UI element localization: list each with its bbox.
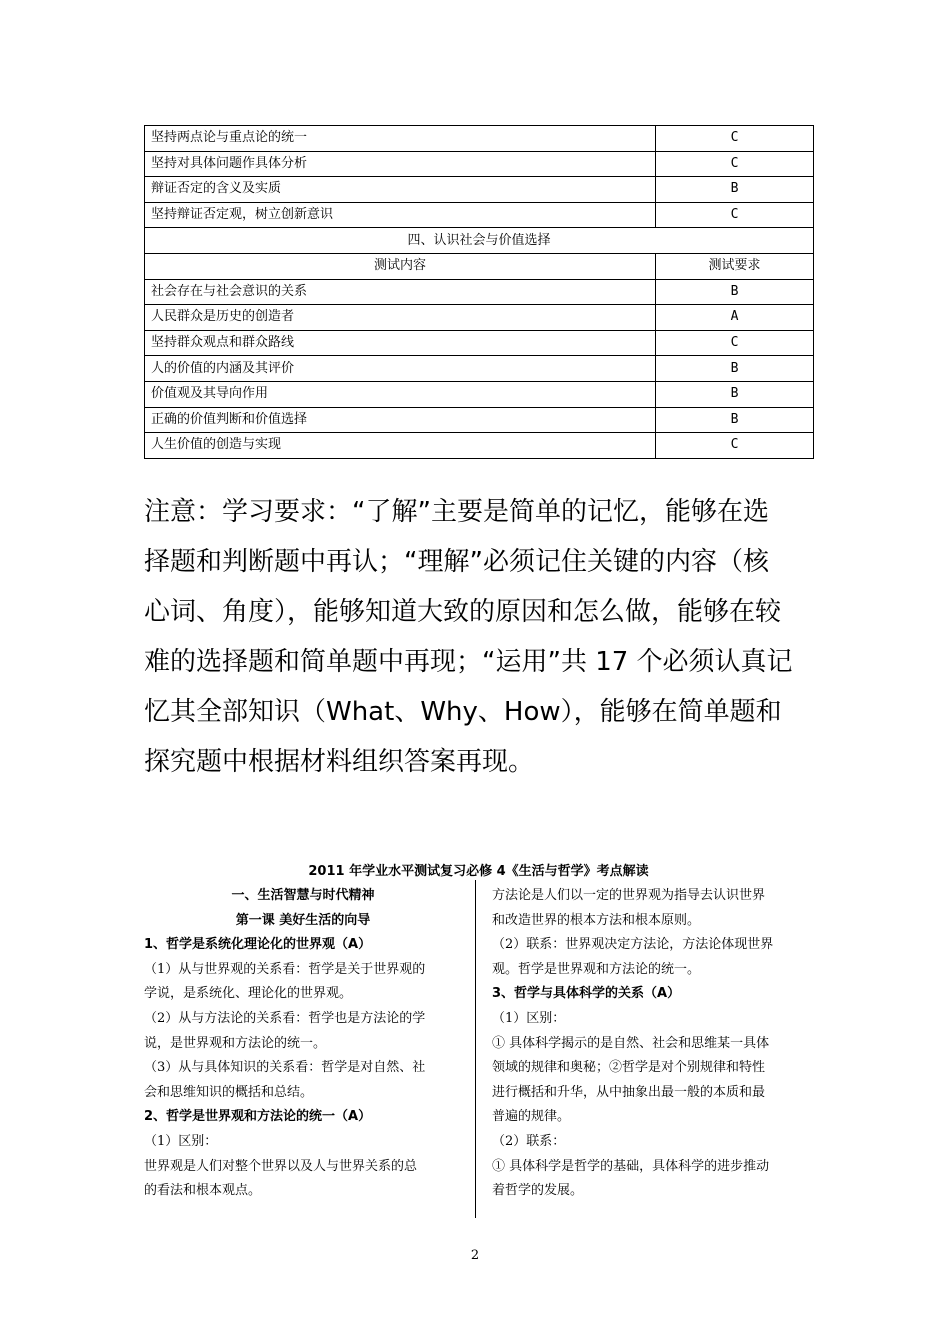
row-content: 坚持群众观点和群众路线 xyxy=(145,330,656,356)
note-line: 择题和判断题中再认；“理解”必须记住关键的内容（核 xyxy=(144,547,769,577)
paragraph-line: 方法论是人们以一定的世界观为指导去认识世界 xyxy=(492,888,766,903)
table-row xyxy=(145,151,814,177)
row-level: B xyxy=(656,177,814,203)
document-title: 2011 年学业水平测试复习必修 4《生活与哲学》考点解读 xyxy=(308,864,649,879)
table-header-row xyxy=(145,253,814,279)
header-content: 测试内容 xyxy=(145,253,656,279)
row-content: 正确的价值判断和价值选择 xyxy=(145,407,656,433)
paragraph-line: （1）从与世界观的关系看：哲学是关于世界观的 xyxy=(144,961,426,977)
row-level: B xyxy=(656,381,814,407)
paragraph-line: （1）区别： xyxy=(144,1133,218,1149)
paragraph-line: 世界观是人们对整个世界以及人与世界关系的总 xyxy=(144,1158,418,1174)
row-level: C xyxy=(656,330,814,356)
row-level: B xyxy=(656,356,814,382)
paragraph-line: 进行概括和升华，从中抽象出最一般的本质和最 xyxy=(492,1084,766,1100)
paragraph-line: ① 具体科学揭示的是自然、社会和思维某一具体 xyxy=(492,1035,770,1051)
table-row xyxy=(145,126,814,152)
row-content: 坚持两点论与重点论的统一 xyxy=(145,126,656,152)
paragraph-line: （3）从与具体知识的关系看：哲学是对自然、社 xyxy=(144,1060,426,1076)
row-content: 人生价值的创造与实现 xyxy=(145,433,656,459)
row-content: 价值观及其导向作用 xyxy=(145,381,656,407)
row-content: 人民群众是历史的创造者 xyxy=(145,305,656,331)
requirements-table xyxy=(144,125,814,459)
table-row xyxy=(145,305,814,331)
note-line: 忆其全部知识（What、Why、How），能够在简单题和 xyxy=(144,697,782,727)
paragraph-line: （2）联系：世界观决定方法论，方法论体现世界 xyxy=(492,937,774,953)
table-row xyxy=(145,381,814,407)
row-level: C xyxy=(656,151,814,177)
paragraph-line: 和改造世界的根本方法和根本原则。 xyxy=(492,912,701,928)
table-row xyxy=(145,407,814,433)
table-row xyxy=(145,356,814,382)
note-line: 注意：学习要求：“了解”主要是简单的记忆，能够在选 xyxy=(144,497,769,527)
table-row xyxy=(145,177,814,203)
row-content: 坚持辩证否定观，树立创新意识 xyxy=(145,202,656,228)
section-heading: 1、哲学是系统化理论化的世界观（A） xyxy=(144,937,372,953)
section-heading: 2、哲学是世界观和方法论的统一（A） xyxy=(144,1109,372,1125)
table-row xyxy=(145,330,814,356)
note-line: 探究题中根据材料组织答案再现。 xyxy=(144,747,535,777)
row-level: B xyxy=(656,407,814,433)
page-number: 2 xyxy=(470,1248,480,1263)
paragraph-line: （2）联系： xyxy=(492,1133,566,1149)
table-row xyxy=(145,279,814,305)
row-content: 辩证否定的含义及实质 xyxy=(145,177,656,203)
paragraph-line: 学说，是系统化、理论化的世界观。 xyxy=(144,986,353,1002)
paragraph-line: 着哲学的发展。 xyxy=(492,1183,584,1199)
paragraph-line: 会和思维知识的概括和总结。 xyxy=(144,1084,314,1100)
row-level: B xyxy=(656,279,814,305)
row-content: 社会存在与社会意识的关系 xyxy=(145,279,656,305)
table-row xyxy=(145,202,814,228)
paragraph-line: （1）区别： xyxy=(492,1010,566,1026)
row-content: 人的价值的内涵及其评价 xyxy=(145,356,656,382)
header-level: 测试要求 xyxy=(656,253,814,279)
paragraph-line: 普遍的规律。 xyxy=(492,1109,571,1125)
paragraph-line: （2）从与方法论的关系看：哲学也是方法论的学 xyxy=(144,1010,426,1026)
section-heading: 3、哲学与具体科学的关系（A） xyxy=(492,986,681,1002)
row-level: A xyxy=(656,305,814,331)
row-content: 坚持对具体问题作具体分析 xyxy=(145,151,656,177)
study-note xyxy=(144,487,824,787)
note-line: 心词、角度），能够知道大致的原因和怎么做，能够在较 xyxy=(144,597,782,627)
paragraph-line: ① 具体科学是哲学的基础，具体科学的进步推动 xyxy=(492,1158,770,1174)
note-line: 难的选择题和简单题中再现；“运用”共 17 个必须认真记 xyxy=(144,647,793,677)
row-level: C xyxy=(656,202,814,228)
table-section-row xyxy=(145,228,814,254)
row-level: C xyxy=(656,126,814,152)
section-heading: 第一课 美好生活的向导 xyxy=(235,912,371,928)
table-row xyxy=(145,433,814,459)
row-level: C xyxy=(656,433,814,459)
section-heading: 一、生活智慧与时代精神 xyxy=(231,888,375,903)
left-column xyxy=(144,884,462,1204)
paragraph-line: 领域的规律和奥秘；②哲学是对个别规律和特性 xyxy=(492,1060,766,1076)
right-column xyxy=(492,884,810,1204)
column-divider xyxy=(475,880,476,1218)
paragraph-line: 说，是世界观和方法论的统一。 xyxy=(144,1035,327,1051)
section-title: 四、认识社会与价值选择 xyxy=(145,228,814,254)
paragraph-line: 观。哲学是世界观和方法论的统一。 xyxy=(492,961,701,977)
paragraph-line: 的看法和根本观点。 xyxy=(144,1183,262,1199)
